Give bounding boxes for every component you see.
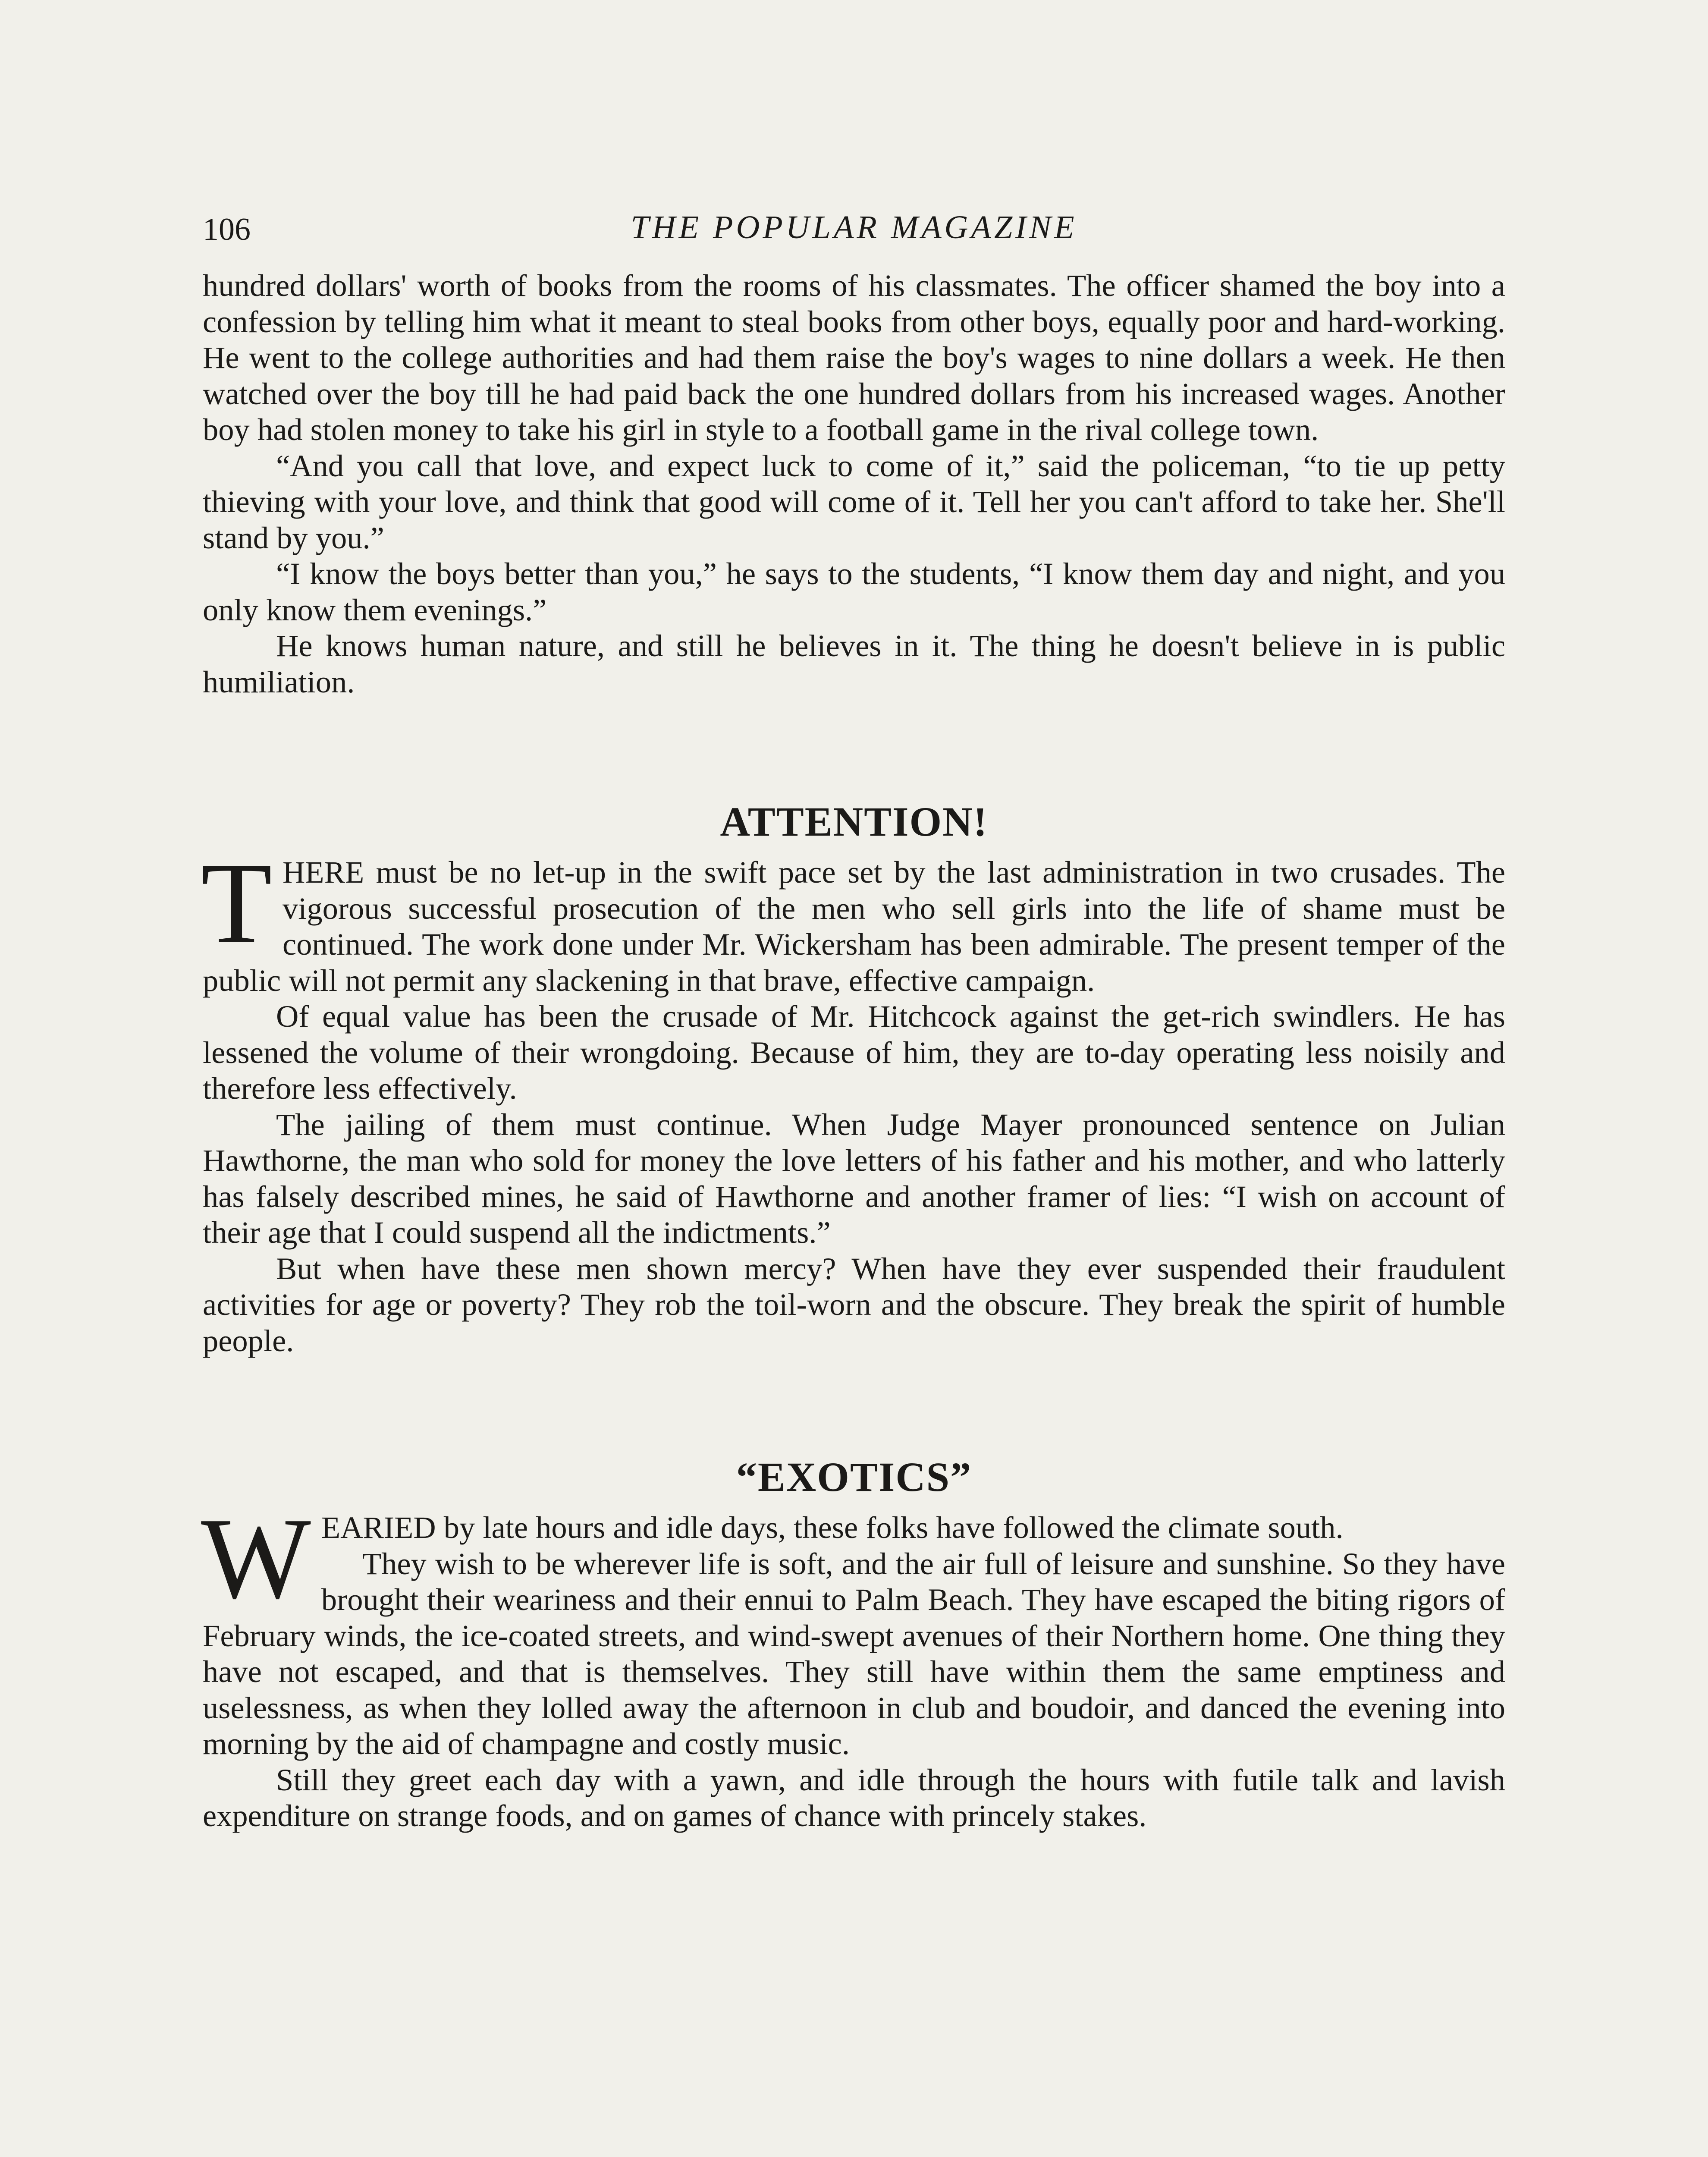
exotics-paragraph-2-text: They wish to be wherever life is soft, and the air full of leisure and sunshine. So they have brought their weariness and their ennui to Palm Beach. They have escaped the biting rigors of February winds, the ice-coated streets, and wind-swept avenues of their Northern home. One thing they have not escaped, and that is themselves. They still have within them the same emptiness and uselessness, as when they lolled away the afternoon in club and boudoir, and danced the evening into morning by the aid of champagne and costly music.: [203, 1546, 1505, 1761]
magazine-page: [203, 203, 1505, 2157]
exotics-section: [201, 1494, 1505, 1834]
intro-paragraph-2: “And you call that love, and expect luck to come of it,” said the policeman, “to tie up petty thieving with your love, and think that good will come of it. Tell her you can't afford to take her. She'll stand by you.”: [203, 448, 1505, 555]
attention-paragraph-1: [201, 839, 1505, 998]
exotics-paragraph-1-text: EARIED by late hours and idle days, these folks have followed the climate south.: [321, 1510, 1344, 1545]
exotics-paragraph-3: Still they greet each day with a yawn, and idle through the hours with futile talk and lavish expenditure on strange foods, and on games of chance with princely stakes.: [203, 1762, 1505, 1833]
intro-paragraph-4: He knows human nature, and still he believes in it. The thing he doesn't believe in is public humiliation.: [203, 628, 1505, 699]
intro-paragraph-1: hundred dollars' worth of books from the rooms of his classmates. The officer shamed the boy into a confession by telling him what it meant to steal books from other boys, equally poor and hard-working. He went to the college authorities and had them raise the boy's wages to nine dollars a week. He then watched over the boy till he had paid back the one hundred dollars from his increased wages. Another boy had stolen money to take his girl in style to a football game in the rival college town.: [203, 268, 1505, 447]
drop-cap: W: [201, 1494, 311, 1623]
attention-paragraph-2: Of equal value has been the crusade of Mr. Hitchcock against the get-rich swindlers. He has lessened the volume of their wrongdoing. Because of him, they are to-day operating less noisily and therefore less effectively.: [203, 999, 1505, 1106]
page-header: [203, 203, 1505, 267]
attention-paragraph-4: But when have these men shown mercy? When have they ever suspended their fraudulent activities for age or poverty? They rob the toil-worn and the obscure. They break the spirit of humble people.: [203, 1251, 1505, 1358]
exotics-paragraph-1: [201, 1494, 1505, 1762]
attention-section: [201, 839, 1505, 1358]
intro-paragraph-3: “I know the boys better than you,” he says to the students, “I know them day and night, and you only know them evenings.”: [203, 556, 1505, 627]
drop-cap: T: [201, 839, 272, 968]
page-number: 106: [203, 212, 251, 247]
intro-section: [203, 267, 1505, 700]
attention-paragraph-1-text: HERE must be no let-up in the swift pace set by the last administration in two crusades. The vigorous successful prosecution of the men who sell girls into the life of shame must be continued. The work done under Mr. Wickersham has been admirable. The present temper of the public will not permit any slackening in that brave, effective campaign.: [203, 855, 1505, 998]
section-title-exotics: “EXOTICS”: [736, 1454, 972, 1500]
attention-paragraph-3: The jailing of them must continue. When Judge Mayer pronounced sentence on Julian Hawthorne, the man who sold for money the love letters of his father and his mother, and who latterly has falsely described mines, he said of Hawthorne and another framer of lies: “I wish on account of their age that I could suspend all the indictments.”: [203, 1107, 1505, 1250]
running-head: THE POPULAR MAGAZINE: [631, 209, 1077, 245]
section-title-attention: ATTENTION!: [720, 799, 988, 845]
